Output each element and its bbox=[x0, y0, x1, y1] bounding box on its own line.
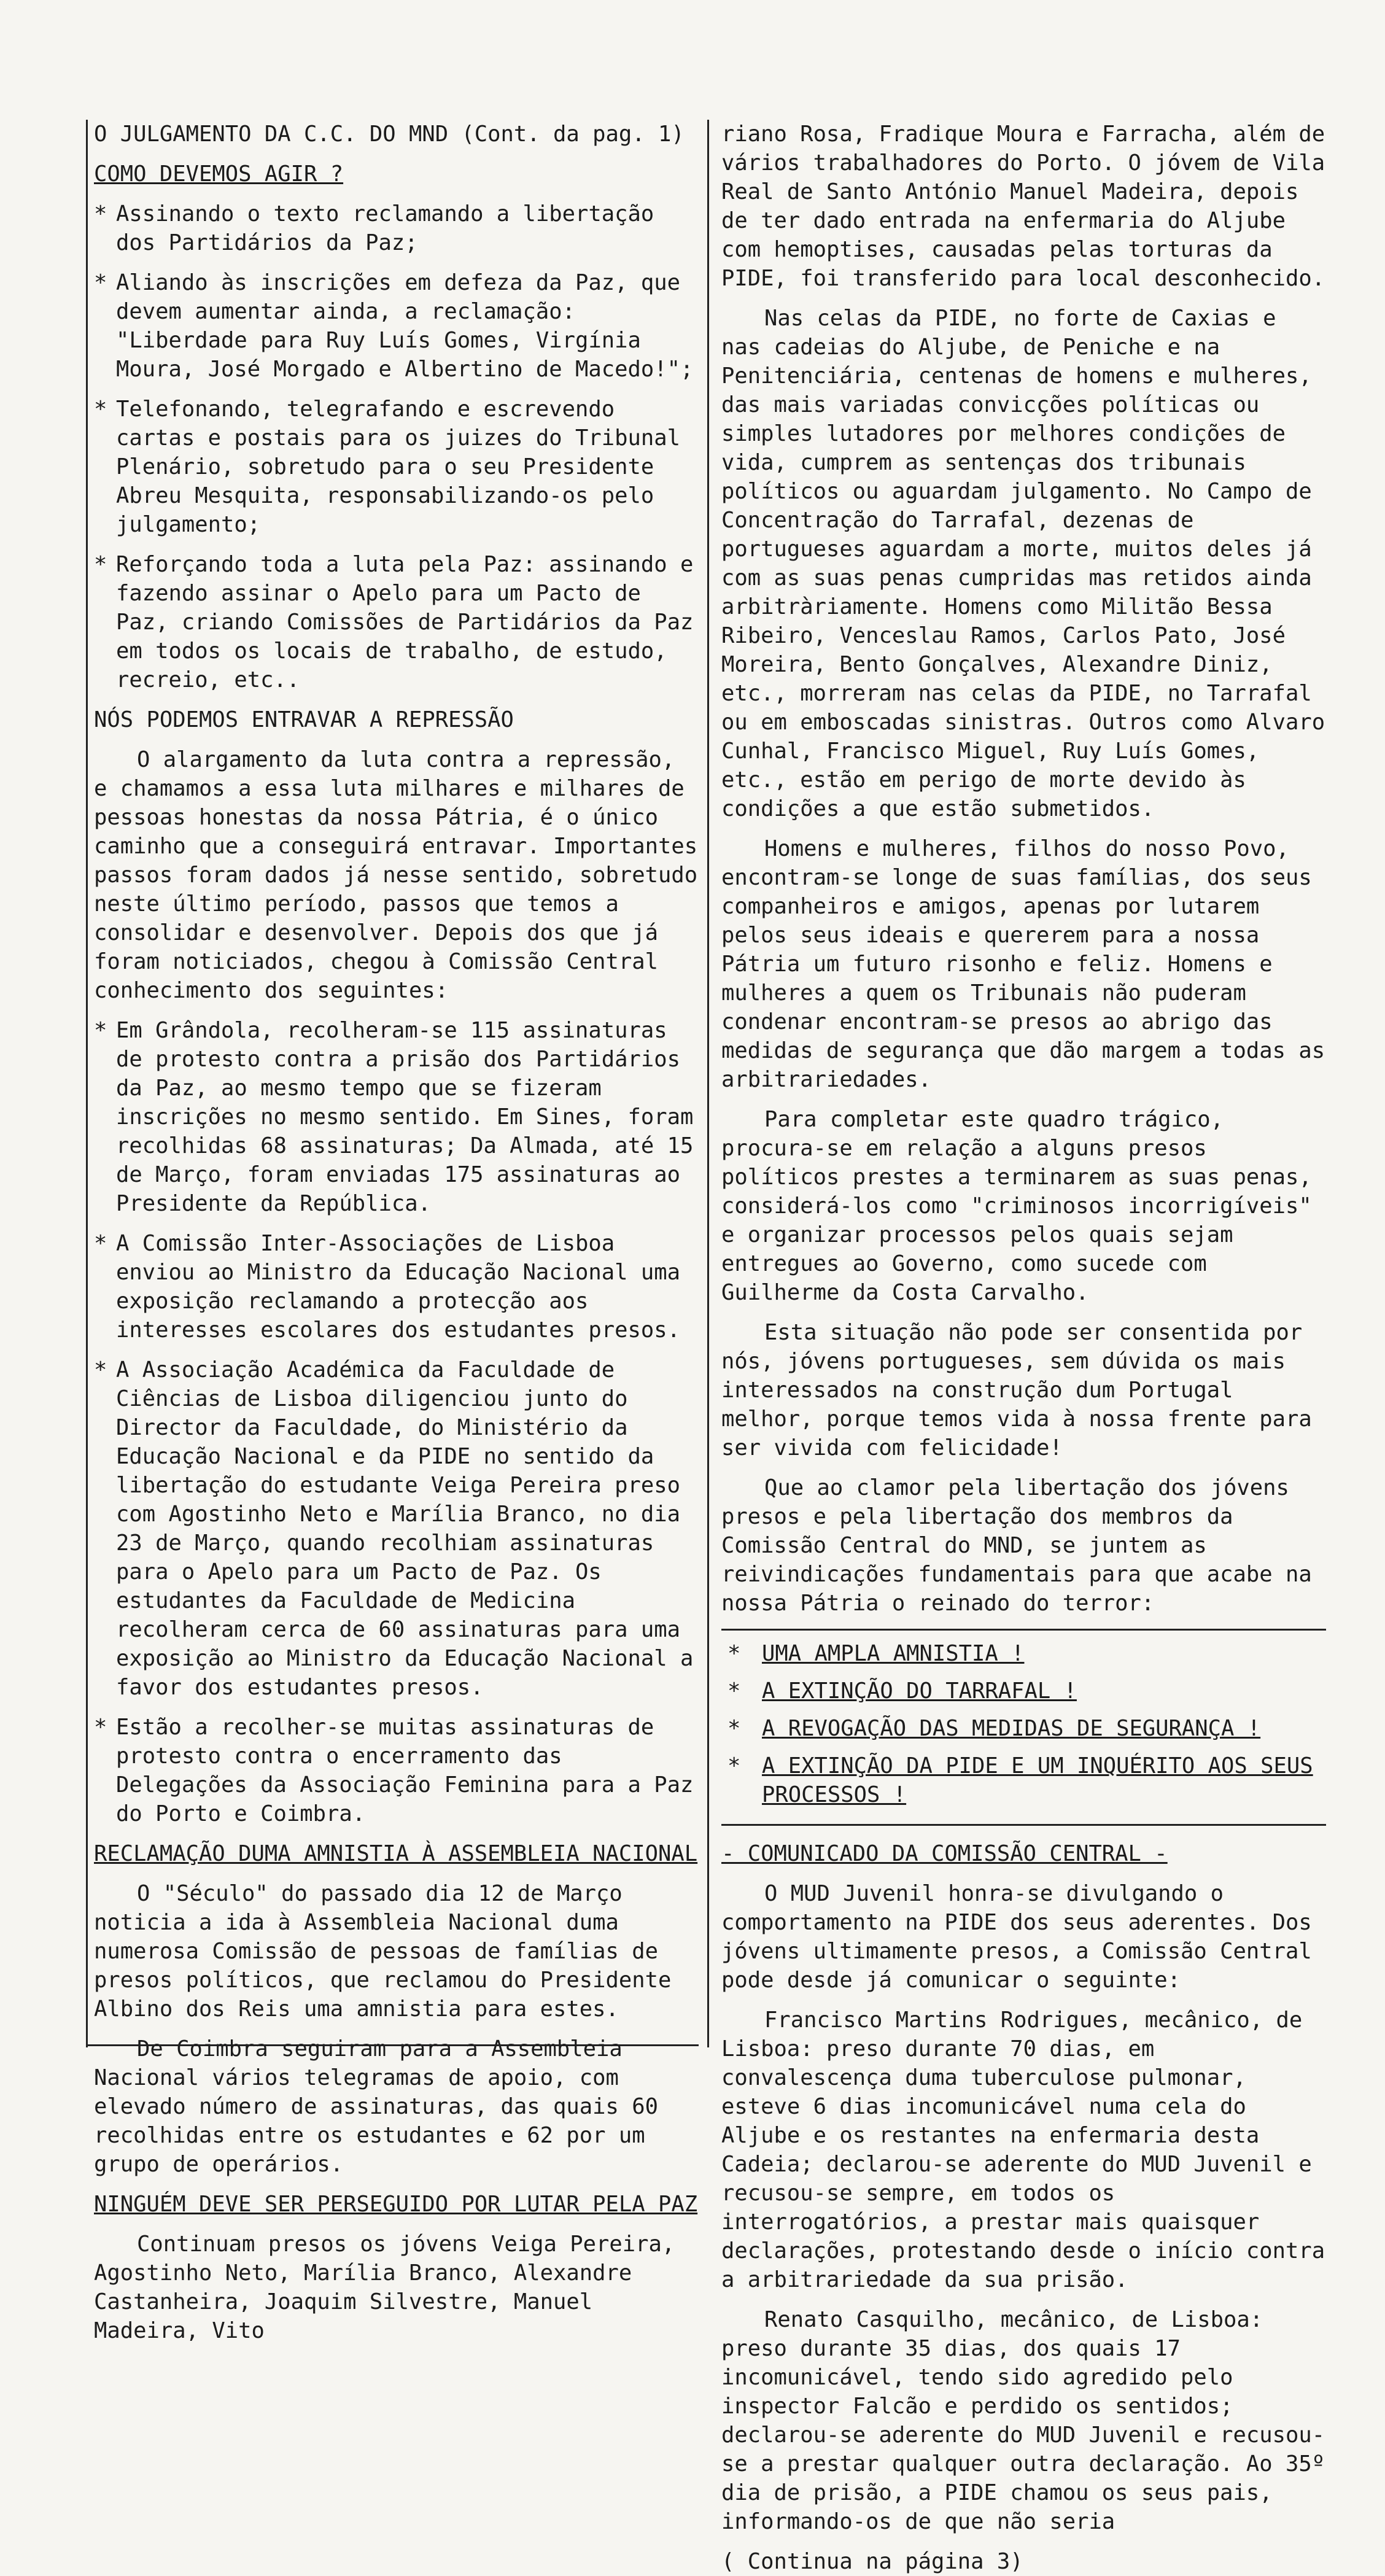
paragraph: O alargamento da luta contra a repressão, e chamamos a essa luta milhares e milhares de pessoas honestas da nossa Pátria, é o único caminho que a conseguirá entravar. Importantes passos foram dados já nesse sentido, sobretudo neste último período, passos que temos a consolidar e desenvolver. Depois dos que já foram noticiados, chegou à Comissão Central conhecimento dos seguintes: bbox=[94, 747, 698, 1003]
paragraph: O "Século" do passado dia 12 de Março noticia a ida à Assembleia Nacional duma numerosa Comissão de pessoas de famílias de presos políticos, que reclamou do Presidente Albino dos Reis uma amnistia para estes. bbox=[94, 1881, 672, 2022]
continuation-header: O JULGAMENTO DA C.C. DO MND (Cont. da pag. 1) bbox=[94, 122, 685, 147]
demands-box bbox=[721, 1629, 1326, 1826]
paragraph-francisco-rodrigues: Francisco Martins Rodrigues, mecânico, de Lisboa: preso durante 70 dias, em convalescença duma tuberculose pulmonar, esteve 6 dias incomunicável numa cela do Aljube e os restantes na enfermaria desta Cadeia; declarou-se aderente do MUD Juvenil e recusou-se sempre, em todos os interrogatórios, a prestar mais quaisquer declarações, protestando desde o início contra a arbitrariedade da sua prisão. bbox=[721, 2008, 1325, 2292]
bullet-item: * Telefonando, telegrafando e escrevendo cartas e postais para os juizes do Tribunal Plenário, sobretudo para o seu Presidente Abreu Mesquita, responsabilizando-os pelo julgamento; bbox=[94, 395, 699, 539]
paragraph: Homens e mulheres, filhos do nosso Povo, encontram-se longe de suas famílias, dos seus companheiros e amigos, apenas por lutarem pelos seus ideais e quererem para a nossa Pátria um futuro risonho e feliz. Homens e mulheres a quem os Tribunais não puderam condenar encontram-se presos ao abrigo das medidas de segurança que dão margem a todas as arbitrariedades. bbox=[721, 836, 1325, 1092]
section-heading-comunicado: - COMUNICADO DA COMISSÃO CENTRAL - bbox=[721, 1841, 1168, 1866]
paragraph: Que ao clamor pela libertação dos jóvens presos e pela libertação dos membros da Comissão Central do MND, se juntem as reivindicações fundamentais para que acabe na nossa Pátria o reinado do terror: bbox=[721, 1475, 1312, 1616]
section-heading-como-devemos-agir: COMO DEVEMOS AGIR ? bbox=[94, 161, 344, 187]
news-item-grandola: * Em Grândola, recolheram-se 115 assinaturas de protesto contra a prisão dos Partidários da Paz, ao mesmo tempo que se fizeram inscrições no mesmo sentido. Em Sines, foram recolhidas 68 assinaturas; Da Almada, até 15 de Março, foram enviadas 175 assinaturas ao Presidente da República. bbox=[94, 1016, 699, 1218]
asterisk-icon: * bbox=[94, 1231, 107, 1256]
asterisk-icon: * bbox=[94, 397, 107, 422]
news-item-delegacoes: * Estão a recolher-se muitas assinaturas de protesto contra o encerramento das Delegações da Associação Feminina para a Paz do Porto e Coimbra. bbox=[94, 1713, 699, 1828]
bullet-item: * Reforçando toda a luta pela Paz: assinando e fazendo assinar o Apelo para um Pacto de Paz, criando Comissões de Partidários da Paz em todos os locais de trabalho, de estudo, recreio, etc.. bbox=[94, 550, 699, 694]
paragraph: De Coimbra seguiram para a Assembleia Nacional vários telegramas de apoio, com elevado número de assinaturas, das quais 60 recolhidas entre os estudantes e 62 por um grupo de operários. bbox=[94, 2036, 659, 2177]
asterisk-icon: * bbox=[94, 1715, 107, 1740]
demand-item: * A EXTINÇÃO DO TARRAFAL ! bbox=[727, 1677, 1326, 1705]
paragraph: Esta situação não pode ser consentida por nós, jóvens portugueses, sem dúvida os mais interessados na construção dum Portugal melhor, porque temos vida à nossa frente para ser vivida com felicidade! bbox=[721, 1320, 1312, 1461]
demand-item: * A REVOGAÇÃO DAS MEDIDAS DE SEGURANÇA ! bbox=[727, 1714, 1326, 1743]
paragraph: Continuam presos os jóvens Veiga Pereira, Agostinho Neto, Marília Branco, Alexandre Castanheira, Joaquim Silvestre, Manuel Madeira, Vito bbox=[94, 2232, 675, 2343]
news-item-inter-associacoes: * A Comissão Inter-Associações de Lisboa enviou ao Ministro da Educação Nacional uma exposição reclamando a protecção aos interesses escolares dos estudantes presos. bbox=[94, 1229, 699, 1344]
asterisk-icon: * bbox=[727, 1641, 741, 1666]
paragraph: O MUD Juvenil honra-se divulgando o comportamento na PIDE dos seus aderentes. Dos jóvens ultimamente presos, a Comissão Central pode desde já comunicar o seguinte: bbox=[721, 1881, 1312, 1993]
section-heading-amnistia: RECLAMAÇÃO DUMA AMNISTIA À ASSEMBLEIA NACIONAL bbox=[94, 1841, 698, 1866]
asterisk-icon: * bbox=[94, 552, 107, 577]
bottom-rule bbox=[86, 2044, 699, 2046]
asterisk-icon: * bbox=[94, 201, 107, 227]
section-heading-entravar-repressao: NÓS PODEMOS ENTRAVAR A REPRESSÃO bbox=[94, 707, 514, 732]
section-heading-ninguem-perseguido: NINGUÉM DEVE SER PERSEGUIDO POR LUTAR PELA PAZ bbox=[94, 2192, 698, 2217]
paragraph-renato-casquilho: Renato Casquilho, mecânico, de Lisboa: preso durante 35 dias, dos quais 17 incomunicável, tendo sido agredido pelo inspector Falcão e perdido os sentidos; declarou-se aderente do MUD Juvenil e recusou-se a prestar qualquer outra declaração. Ao 35º dia de prisão, a PIDE chamou os seus pais, informando-os de que não seria bbox=[721, 2307, 1325, 2534]
asterisk-icon: * bbox=[94, 1357, 107, 1383]
bullet-item: * Assinando o texto reclamando a libertação dos Partidários da Paz; bbox=[94, 200, 699, 257]
news-item-associacao-academica: * A Associação Académica da Faculdade de Ciências de Lisboa diligenciou junto do Director da Faculdade, do Ministério da Educação Nacional e da PIDE no sentido da libertação do estudante Veiga Pereira preso com Agostinho Neto e Marília Branco, no dia 23 de Março, quando recolhiam assinaturas para o Apelo para um Pacto de Paz. Os estudantes da Faculdade de Medicina recolheram cerca de 60 assinaturas para uma exposição ao Ministro da Educação Nacional a favor dos estudantes presos. bbox=[94, 1356, 699, 1702]
asterisk-icon: * bbox=[727, 1716, 741, 1741]
continued-note: ( Continua na página 3) bbox=[721, 2549, 1023, 2574]
paragraph: riano Rosa, Fradique Moura e Farracha, além de vários trabalhadores do Porto. O jóvem de Vila Real de Santo António Manuel Madeira, depois de ter dado entrada na enfermaria do Aljube com hemoptises, causadas pelas torturas da PIDE, foi transferido para local desconhecido. bbox=[721, 122, 1325, 291]
asterisk-icon: * bbox=[727, 1753, 741, 1779]
paragraph: Nas celas da PIDE, no forte de Caxias e nas cadeias do Aljube, de Peniche e na Penitenciária, centenas de homens e mulheres, das mais variadas convicções políticas ou simples lutadores por melhores condições de vida, cumprem as sentenças dos tribunais políticos ou aguardam julgamento. No Campo de Concentração do Tarrafal, dezenas de portugueses aguardam a morte, muitos deles já com as suas penas cumpridas mas retidos ainda arbitràriamente. Homens como Militão Bessa Ribeiro, Venceslau Ramos, Carlos Pato, José Moreira, Bento Gonçalves, Alexandre Diniz, etc., morreram nas celas da PIDE, no Tarrafal ou em emboscadas sinistras. Outros como Alvaro Cunhal, Francisco Miguel, Ruy Luís Gomes, etc., estão em perigo de morte devido às condições a que estão submetidos. bbox=[721, 306, 1325, 821]
right-column bbox=[707, 120, 1326, 2574]
asterisk-icon: * bbox=[94, 1018, 107, 1043]
paragraph: Para completar este quadro trágico, procura-se em relação a alguns presos políticos prestes a terminarem as suas penas, considerá-los como "criminosos incorrigíveis" e organizar processos pelos quais sejam entregues ao Governo, como sucede com Guilherme da Costa Carvalho. bbox=[721, 1107, 1312, 1305]
asterisk-icon: * bbox=[727, 1678, 741, 1704]
demand-item: * A EXTINÇÃO DA PIDE E UM INQUÉRITO AOS SEUS PROCESSOS ! bbox=[727, 1752, 1326, 1809]
left-column bbox=[86, 120, 699, 2343]
bullet-item: * Aliando às inscrições em defeza da Paz, que devem aumentar ainda, a reclamação: "Liberdade para Ruy Luís Gomes, Virgínia Moura, José Morgado e Albertino de Macedo!"; bbox=[94, 268, 699, 384]
demand-item: * UMA AMPLA AMNISTIA ! bbox=[727, 1639, 1326, 1668]
asterisk-icon: * bbox=[94, 270, 107, 295]
